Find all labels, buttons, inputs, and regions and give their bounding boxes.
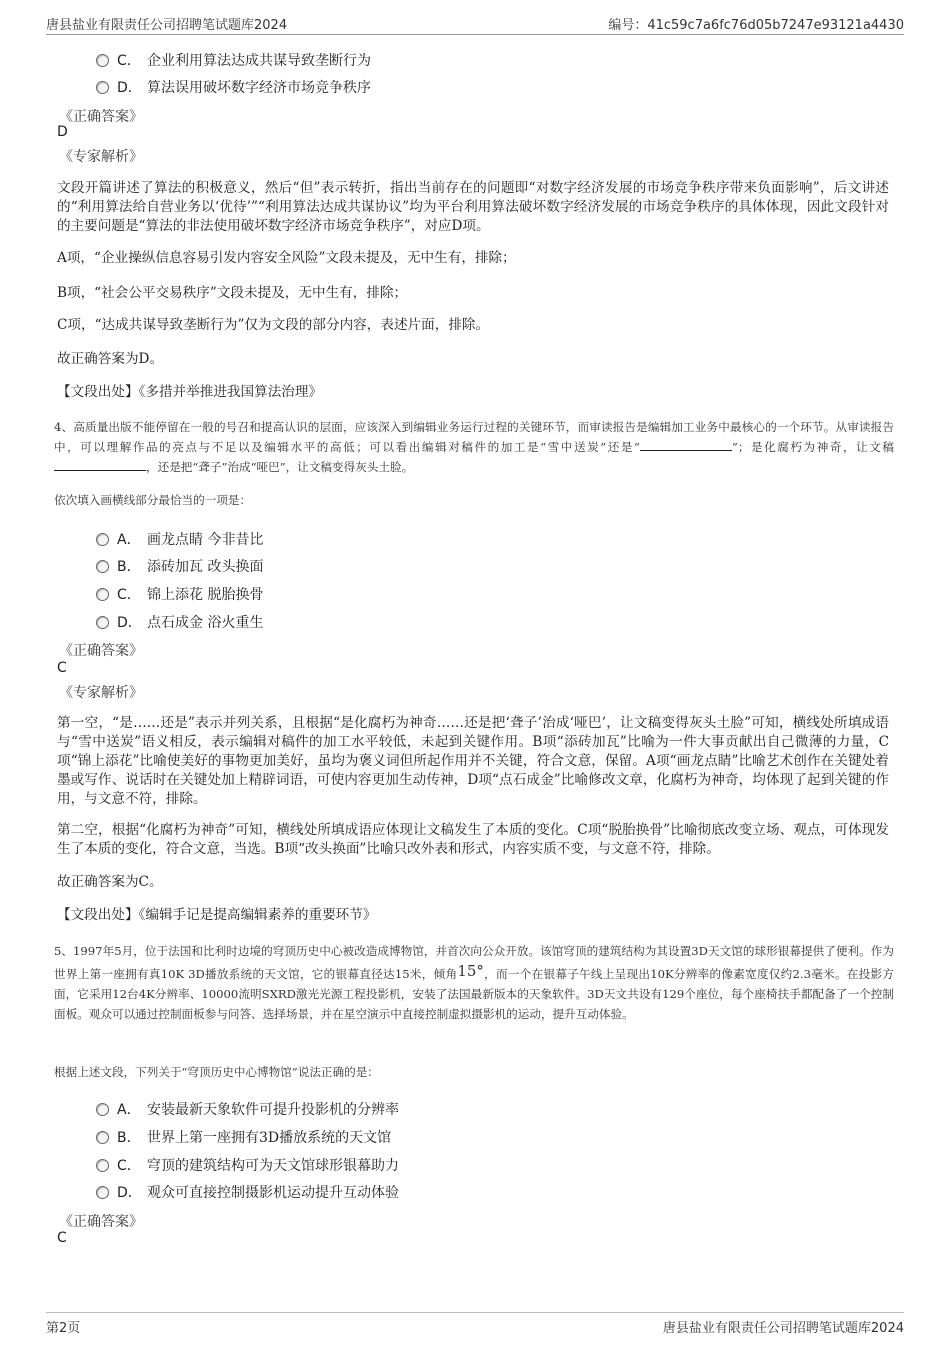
page-number: 第2页 bbox=[46, 1321, 81, 1336]
radio-icon[interactable] bbox=[96, 588, 109, 601]
answer-label: 《正确答案》 bbox=[59, 109, 143, 125]
analysis-label: 《专家解析》 bbox=[59, 685, 143, 701]
option-c[interactable]: C． 企业利用算法达成共谋导致垄断行为 bbox=[96, 50, 371, 70]
answer-value: C bbox=[57, 660, 67, 676]
analysis-paragraph: A项，“企业操纵信息容易引发内容安全风险”文段未提及，无中生有，排除； bbox=[57, 250, 516, 266]
radio-icon[interactable] bbox=[96, 616, 109, 629]
analysis-paragraph: C项，“达成共谋导致垄断行为”仅为文段的部分内容，表述片面，排除。 bbox=[57, 317, 490, 333]
footer-title: 唐县盐业有限责任公司招聘笔试题库2024 bbox=[662, 1321, 904, 1336]
radio-icon[interactable] bbox=[96, 1159, 109, 1172]
page-header bbox=[46, 12, 904, 35]
analysis-paragraph: B项，“社会公平交易秩序”文段未提及，无中生有，排除； bbox=[57, 285, 408, 301]
option-d[interactable]: D． 观众可直接控制摄影机运动提升互动体验 bbox=[96, 1182, 399, 1202]
analysis-label: 《专家解析》 bbox=[59, 149, 143, 165]
radio-icon[interactable] bbox=[96, 1103, 109, 1116]
radio-icon[interactable] bbox=[96, 1186, 109, 1199]
radio-icon[interactable] bbox=[96, 533, 109, 546]
option-d[interactable]: D． 算法误用破坏数字经济市场竞争秩序 bbox=[96, 77, 371, 97]
answer-value: C bbox=[57, 1230, 67, 1246]
question-text: 5、1997年5月，位于法国和比利时边境的穹顶历史中心被改造成博物馆，并首次向公众开放。该馆穹顶的建筑结构为其设置3D天文馆的球形银幕提供了便利。作为世界上第一座拥有真10K 3D播放系统的天文馆，它的银幕直径达15米，倾角15°，而一个在银幕子午线上呈现出10K分辨率的像素宽度仅约2.3毫米。在投影方面，它采用12台4K分辨率、10000流明SXRD激光光源工程投影机，安装了法国最新版本的天象软件。3D天文共设有129个座位，每个座椅扶手都配备了一个控制面板。观众可以通过控制面板参与问答、选择场景，并在星空演示中直接控制虚拟摄影机的运动，提升互动体验。 bbox=[54, 944, 894, 1021]
option-d[interactable]: D． 点石成金 浴火重生 bbox=[96, 612, 263, 632]
question-prompt: 依次填入画横线部分最恰当的一项是： bbox=[54, 493, 252, 507]
source-line: 【文段出处】《多措并举推进我国算法治理》 bbox=[57, 384, 323, 400]
analysis-paragraph: 故正确答案为C。 bbox=[57, 874, 163, 890]
option-a[interactable]: A． 画龙点睛 今非昔比 bbox=[96, 529, 263, 549]
header-code: 编号：41c59c7a6fc76d05b7247e93121a4430 bbox=[608, 18, 904, 33]
analysis-paragraph: 文段开篇讲述了算法的积极意义，然后“但”表示转折，指出当前存在的问题即“对数字经济发展的市场竞争秩序带来负面影响”，后文讲述的“利用算法给自营业务以‘优待’”“利用算法达成共谋协议”均为平台利用算法破坏数字经济发展的市场竞争秩序的具体体现，因此文段针对的主要问题是“算法的非法使用破坏数字经济市场竞争秩序”，对应D项。 bbox=[57, 180, 889, 234]
analysis-paragraph: 故正确答案为D。 bbox=[57, 351, 164, 367]
radio-icon[interactable] bbox=[96, 81, 109, 94]
option-c[interactable]: C． 穹顶的建筑结构可为天文馆球形银幕助力 bbox=[96, 1155, 399, 1175]
header-title: 唐县盐业有限责任公司招聘笔试题库2024 bbox=[46, 18, 288, 33]
option-b[interactable]: B． 添砖加瓦 改头换面 bbox=[96, 556, 263, 576]
blank-line bbox=[640, 438, 732, 451]
question-text: 4、高质量出版不能停留在一般的号召和提高认识的层面，应该深入到编辑业务运行过程的关键环节，而审读报告是编辑加工业务中最核心的一个环节。从审读报告中，可以理解作品的亮点与不足以及编辑水平的高低；可以看出编辑对稿件的加工是“雪中送炭”还是“ ”；是化腐朽为神奇，让文稿，还是把“聋子”治成“哑巴”，让文稿变得灰头土脸。 bbox=[54, 420, 894, 474]
radio-icon[interactable] bbox=[96, 560, 109, 573]
answer-label: 《正确答案》 bbox=[59, 643, 143, 659]
blank-line bbox=[54, 458, 146, 471]
angle-value: 15° bbox=[457, 962, 484, 980]
answer-value: D bbox=[57, 124, 68, 140]
option-b[interactable]: B． 世界上第一座拥有3D播放系统的天文馆 bbox=[96, 1127, 391, 1147]
radio-icon[interactable] bbox=[96, 1131, 109, 1144]
analysis-paragraph: 第二空，根据“化腐朽为神奇”可知，横线处所填成语应体现让文稿发生了本质的变化。C项“脱胎换骨”比喻彻底改变立场、观点，可体现发生了本质的变化，符合文意，当选。B项“改头换面”比喻只改外表和形式，内容实质不变，与文意不符，排除。 bbox=[57, 822, 889, 857]
question-prompt: 根据上述文段，下列关于“穹顶历史中心博物馆”说法正确的是： bbox=[54, 1065, 379, 1079]
radio-icon[interactable] bbox=[96, 54, 109, 67]
answer-label: 《正确答案》 bbox=[59, 1214, 143, 1230]
option-a[interactable]: A． 安装最新天象软件可提升投影机的分辨率 bbox=[96, 1099, 399, 1119]
page-footer bbox=[46, 1312, 904, 1335]
source-line: 【文段出处】《编辑手记是提高编辑素养的重要环节》 bbox=[57, 907, 377, 923]
analysis-paragraph: 第一空，“是……还是”表示并列关系，且根据“是化腐朽为神奇……还是把‘聋子’治成‘哑巴’，让文稿变得灰头土脸”可知，横线处所填成语与“雪中送炭”语义相反，表示编辑对稿件的加工水平较低，未起到关键作用。B项“添砖加瓦”比喻为一件大事贡献出自己微薄的力量，C项“锦上添花”比喻使美好的事物更加美好，虽均为褒义词但所起作用并不关键，符合文意，保留。A项“画龙点睛”比喻艺术创作在关键处着墨或写作、说话时在关键处加上精辟词语，可使内容更加生动传神，D项“点石成金”比喻修改文章，化腐朽为神奇，均体现了起到关键的作用，与文意不符，排除。 bbox=[57, 715, 889, 807]
option-c[interactable]: C． 锦上添花 脱胎换骨 bbox=[96, 584, 263, 604]
